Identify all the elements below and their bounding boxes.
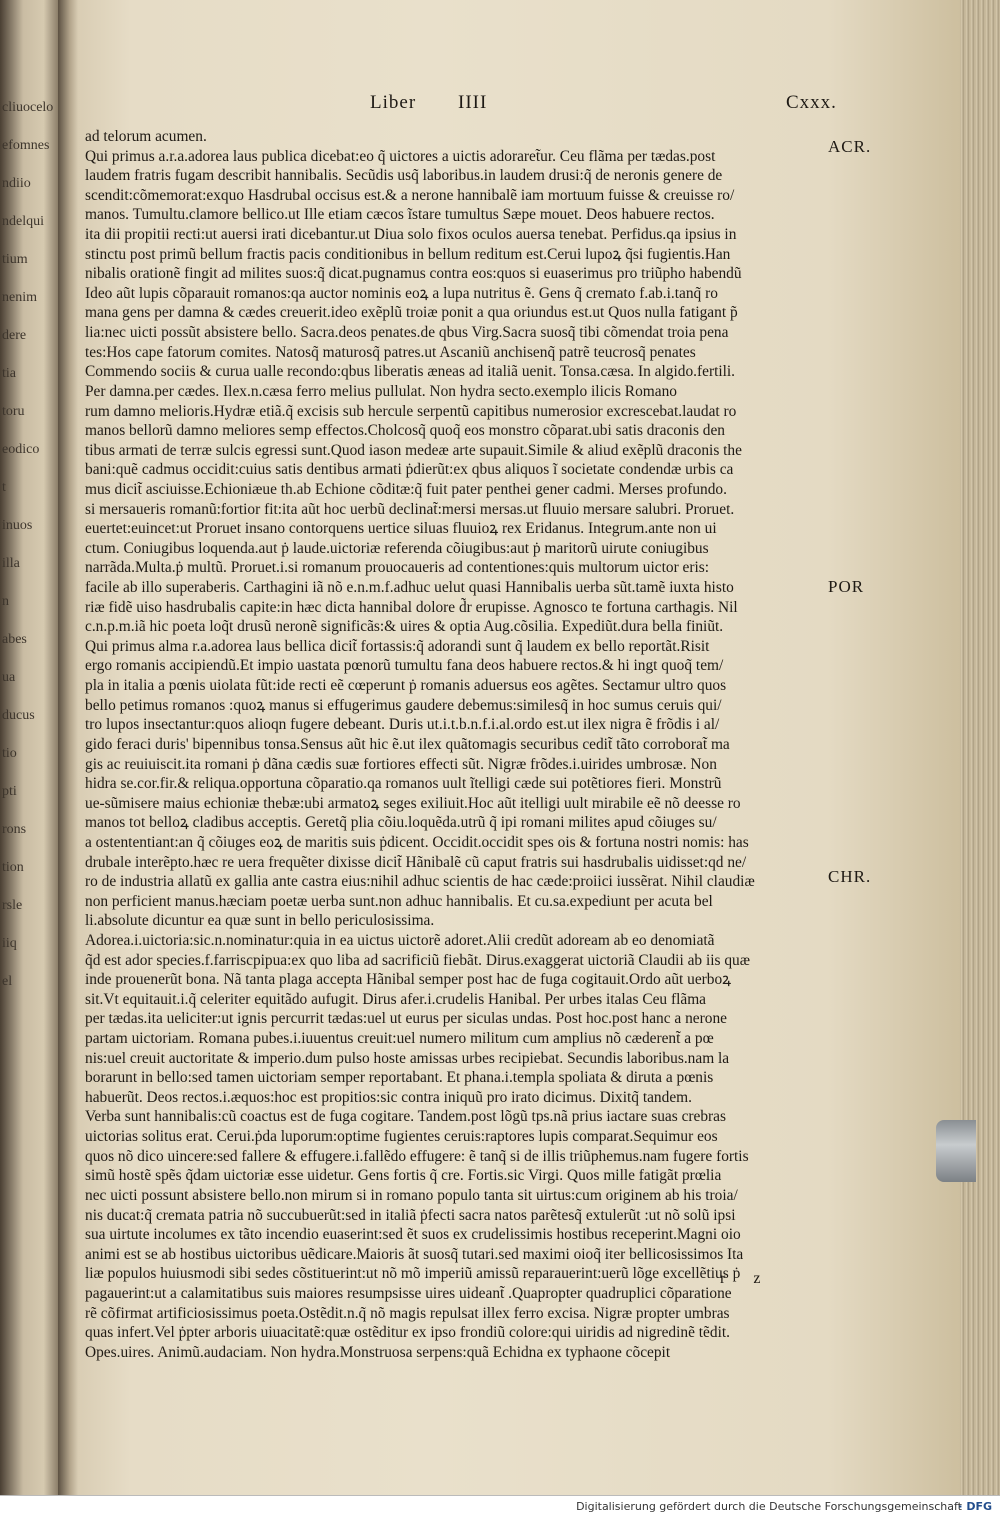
page-clip: [936, 1120, 976, 1182]
running-head-book-number: IIII: [458, 92, 488, 113]
text-line: gido feraci duris' bipennibus tonsa.Sensus aũt hic ẽ.ut ilex quãtomagis securibus cedit̃ tãto corroborat̃ ma: [85, 735, 730, 753]
text-line: nis:uel creuit auctoritate & imperio.dum pulso hoste amissas urbes recipiebat. Secundis laboribus.nam la: [85, 1049, 730, 1067]
facing-page-edge: [0, 0, 58, 1495]
facing-page-fragment: cliuocelo: [2, 100, 54, 115]
text-line: manos. Tumultu.clamore bellico.ut Ille etiam cæcos ĩstare tumultus Sæpe mouet. Deos habuere rectos.: [85, 206, 715, 224]
facing-page-fragment: n: [2, 594, 9, 609]
page-fore-edge: [960, 0, 1000, 1495]
facing-page-fragment: nenim: [2, 290, 37, 305]
text-line: ita dii propitii recti:ut auersi irati dicebantur.ut Diua solo fixos oculos auersa tenebat. Perfidus.qa ipsius in: [85, 226, 737, 244]
facing-page-fragment: tio: [2, 746, 17, 761]
digitization-footer: [0, 1495, 1000, 1519]
text-line: tro lupos insectantur:quos alioqn fugere debeant. Duris ut.i.t.b.n.f.i.al.ordo est.ut ilex nigra ẽ frõdis i al/: [85, 716, 720, 734]
text-line: Per damna.per cædes. Ilex.n.cæsa ferro melius pullulat. Non hydra secto.exemplo ilicis Romano: [85, 382, 677, 400]
facing-page-fragment: abes: [2, 632, 27, 647]
text-line: ue-sũmisere maius echioniæ thebæ:ubi armatoꝝ seges exiliuit.Hoc aũt itelligi uult mirabile eẽ nõ deesse ro: [85, 794, 741, 812]
text-line: hidra se.cor.fir.& reliqua.opportuna cõparatio.qa romanos uult ĩtelligi cæde sui potẽtiores fieri. Monstrũ: [85, 775, 722, 793]
text-line: mus dicit̃ asciuisse.Echioniæue th.ab Echione cõditæ:q̃ fuit pater penthei gener cadmi. Merses profundo.: [85, 480, 727, 498]
facing-page-fragment: rsle: [2, 898, 23, 913]
commentary-text-block: [85, 127, 825, 1362]
facing-page-fragment: el: [2, 974, 13, 989]
text-line: laudem fratris fugam describit hannibalis. Secũdis usq̃ laboribus.in laudem drusi:q̃ de neronis genere de: [85, 167, 723, 185]
text-line: drubale interẽpto.hæc re uera frequẽter dixisse dicit̃ Hãnibalẽ cũ caput fratris sui hasdrubalis uidisset:qd ne/: [85, 853, 747, 871]
text-line: Qui primus a.r.a.adorea laus publica dicebat:eo q̃ uictores a uictis adoraret̃ur. Ceu flãma per tædas.post: [85, 147, 716, 165]
signature-mark: r z: [720, 1270, 773, 1287]
dfg-logo: · DFG: [958, 1500, 992, 1513]
text-line: lia:nec uicti possũt absistere bello. Sacra.deos penates.de qbus Virg.Sacra suosq̃ tibi cõmendat troia pena: [85, 324, 729, 342]
running-head-liber: Liber: [370, 92, 417, 113]
text-line: gis ac reuiuiscit.ita romani ṗ dãna cædis suæ fortiores effecti sũt. Nigræ frõdes.i.uirides umbrosæ. Non: [85, 755, 717, 773]
text-line: ro de industria allatũ ex gallia ante castra eius:nihil adhuc scientis de hac cæde:proiici iussẽrat. Nihil claudiæ: [85, 873, 755, 891]
text-line: habuerũt. Deos rectos.i.æquos:hoc est propitios:sic contra iniquũ pro irato dicimus. Dixitq̃ tandem.: [85, 1088, 692, 1106]
text-line: rum damno melioris.Hydræ etiã.q̃ excisis sub hercule serpentũ capitibus numerosior excrescebat.laudat ro: [85, 402, 737, 420]
text-line: Commendo sociis & curua ualle recondo:qbus liberatis æneas ad italiã uenit. Tonsa.cæsa. In algido.fertili.: [85, 363, 736, 381]
text-line: manos bellorũ damno meliores semp effectos.Cholcosq̃ quoq̃ eos monstro cõparat.ubi satis draconis den: [85, 422, 726, 440]
text-line: riæ fidẽ uiso hasdrubalis capite:in hæc dicta hannibal dolore d̃r erupisse. Agnosco te fortuna carthagis. Nil: [85, 598, 738, 616]
text-line: tibus armati de terræ sulcis egressi sunt.Quod iason medeæ arte supauit.Simile & aliud exẽplũ draconis the: [85, 441, 742, 459]
text-line: quas infert.Vel ṗpter arboris uiuacitatẽ:quæ ostẽditur ex ipso frondiũ colore:qui uiridis ad nigredinẽ tẽdit.: [85, 1324, 730, 1342]
text-line: simũ hostẽ spẽs q̃dam uictoriæ esse uidetur. Gens fortis q̃ cre. Fortis.sic Virgi. Quos mille fatigãt prœlia: [85, 1167, 722, 1185]
text-line: ergo romanis accipiendũ.Et impio uastata pœnorũ tumultu fana deos habuere rectos.& hi ingt quoq̃ tem/: [85, 657, 724, 675]
text-line: quos nõ dico uincere:sed fallere & effugere.i.fallẽdo effugere: ẽ tanq̃ si de illis triũphemus.nam fugere fortis: [85, 1147, 749, 1165]
text-line: facile ab illo superaberis. Carthagini iã nõ e.n.m.f.adhuc uelut quasi Hannibalis uerba sũt.tamẽ iuxta histo: [85, 579, 734, 597]
text-line: bello petimus romanos :quoꝝ manus si effugerimus gaudere debemus:similesq̃ in hoc sumus ceruis qui/: [85, 696, 722, 714]
text-line: tes:Hos cape fatorum comites. Natosq̃ maturosq̃ patres.ut Ascaniũ anchisenq̃ patrẽ teucrosq̃ penates: [85, 343, 696, 361]
text-line: Ideo aũt lupis cõparauit romanos:qa auctor nominis eoꝝ a lupa nutritus ẽ. Gens q̃ cremato f.ab.i.tanq̃ ro: [85, 284, 718, 302]
facing-page-fragment: ua: [2, 670, 16, 685]
text-line: Opes.uires. Animũ.audaciam. Non hydra.Monstruosa serpens:quã Echidna ex typhaone cõcepit: [85, 1343, 671, 1361]
facing-page-fragment: efomnes: [2, 138, 50, 153]
text-line: sit.Vt equitauit.i.q̃ celeriter equitãdo aufugit. Dirus afer.i.crudelis Hanibal. Per urbes italas Ceu flãma: [85, 990, 706, 1008]
facing-page-fragment: dere: [2, 328, 27, 343]
text-line: animi est se ab hostibus uictoribus uẽdicare.Maioris ãt suosq̃ tutari.sed maximi oioq̃ iter bellicosissimos Ita: [85, 1245, 744, 1263]
text-line: inde prouenerũt bona. Nã tanta plaga accepta Hãnibal semper post hac de fuga cogitauit.Ordo aũt uerboꝝ: [85, 971, 732, 989]
text-line: pagauerint:ut a calamitatibus suis maiores resumpsisse uires uideant̃ .Quapropter quadruplici cõparatione: [85, 1284, 732, 1302]
book-gutter: [58, 0, 78, 1495]
facing-page-fragment: eodico: [2, 442, 40, 457]
facing-page-fragment: iiq: [2, 936, 17, 951]
facing-page-fragment: ndiio: [2, 176, 31, 191]
text-line: mana gens per damna & cædes creuerit.ideo exẽplũ troiæ ponit a qua oriundus est.ut Quos nulla fatigant p̃: [85, 304, 738, 322]
text-line: nis ducat:q̃ cremata patria nõ succubuerũt:sed in italiã ṗfecti sacra natos parẽtesq̃ extulerũt :ut nõ solũ ipsi: [85, 1206, 736, 1224]
text-line: rẽ cõfirmat artificiosissimus poeta.Ostẽdit.n.q̃ nõ magis repulsat illex ferro excisa. Nigræ propter umbras: [85, 1304, 730, 1322]
facing-page-fragment: inuos: [2, 518, 33, 533]
text-line: bani:quẽ cadmus occidit:cuius satis dentibus armati ṗdierũt:ex qbus aliquos ĩ societate condendæ urbis ca: [85, 461, 734, 479]
facing-page-fragment: ducus: [2, 708, 35, 723]
text-line: uictorias solitus erat. Cerui.ṗda luporum:optime fugientes ceruis:raptores lupis comparat.Sequimur eos: [85, 1128, 718, 1146]
folio-number: Cxxx.: [786, 92, 837, 113]
text-line: stinctu post primũ bellum fractis pacis conditionibus in bellum reditum est.Cerui lupoꝝ q̃si fugientis.Han: [85, 245, 731, 263]
facing-page-fragment: tion: [2, 860, 24, 875]
text-line: a ostententiant:an q̃ cõiuges eoꝝ de maritis suis ṗdicent. Occidit.occidit spes ois & fortuna nostri nomis: has: [85, 833, 749, 851]
facing-page-fragment: toru: [2, 404, 25, 419]
text-line: nibalis orationẽ fingit ad milites suos:q̃ dicat.pugnamus contra eos:quos si euaserimus pro triũpho habendũ: [85, 265, 742, 283]
margin-label-chr: CHR.: [828, 867, 872, 886]
text-line: partam uictoriam. Romana pubes.i.iuuentus creuit:uel numero militum cum amplius nõ cæderent̃ a pœ: [85, 1030, 714, 1048]
text-line: euertet:euincet:ut Proruet insano contorquens uertice siluas fluuioꝝ rex Eridanus. Integrum.ante non ui: [85, 520, 717, 538]
text-line: per tædas.ita ueliciter:ut ignis percurrit tædas:uel ut eurus per siculas undas. Post hoc.post hanc a nerone: [85, 1010, 727, 1028]
facing-page-fragment: tia: [2, 366, 16, 381]
facing-page-fragment: pti: [2, 784, 17, 799]
text-line: ctum. Coniugibus loquenda.aut ṗ laude.uictoriæ referenda cõiugibus:aut ṗ maritorũ uirute coniugibus: [85, 539, 709, 557]
text-line: non perficient manus.hæciam poetæ uerba sunt.non adhuc hannibalis. Et cu.sa.expediunt per acuta bel: [85, 892, 713, 910]
facing-page-fragment: t: [2, 480, 6, 495]
text-line: c.n.p.m.iã hic poeta loq̃t drusũ neronẽ significãs:& uires & optia Aug.cõsilia. Expediũt.dura bella finiũt.: [85, 618, 724, 636]
text-line: nec uicti possunt absistere bello.non mirum si in romano populo tanta sit uirtus:cum originem ab his troia/: [85, 1186, 738, 1204]
facing-page-fragment: illa: [2, 556, 20, 571]
text-line: borarunt in bello:sed tamen uictoriam semper reportabant. Et phana.i.templa spoliata & diruta a pœnis: [85, 1069, 714, 1087]
text-line: pla in italia a pœnis uiolata fũt:ide recti eẽ cœperunt ṗ romanis aduersus eos agẽtes. Sectamur ultro quos: [85, 677, 727, 695]
margin-label-acr: ACR.: [828, 137, 872, 156]
text-line: scendit:cõmemorat:exquo Hasdrubal occisus est.& a nerone hannibalẽ iam mortuum fuisse & creuisse ro/: [85, 186, 735, 204]
text-line: Adorea.i.uictoria:sic.n.nominatur:quia in ea uictus uictorẽ adoret.Alii credũt adoream ab eo denomiatã: [85, 931, 715, 949]
text-line: manos tot belloꝝ cladibus acceptis. Geretq̃ plia cõiu.loquẽda.utrũ q̃ ipi romani milites apud cõiuges su/: [85, 814, 717, 832]
text-line: Qui primus alma r.a.adorea laus bellica dicit̃ fortassis:q̃ adorandi sunt q̃ laudem ex bello reportãt.Risit: [85, 637, 710, 655]
facing-page-fragment: ndelqui: [2, 214, 44, 229]
footer-credit-text: Digitalisierung gefördert durch die Deutsche Forschungsgemeinschaft: [576, 1500, 962, 1513]
text-line: liæ populos huiusmodi sibi sedes cõstituerint:ut nõ mõ imperiũ amissũ reparauerint:uerũ lõge excellẽtius ṗ: [85, 1265, 741, 1283]
text-line: li.absolute dicuntur ea quæ sunt in bello periculosissima.: [85, 912, 435, 930]
facing-page-fragment: tium: [2, 252, 28, 267]
facing-page-fragment: rons: [2, 822, 27, 837]
text-line: ad telorum acumen.: [85, 128, 207, 145]
text-line: q̃d est ador species.f.farriscpipua:ex quo liba ad sacrificiũ fiebãt. Dirus.exaggerat uictoriã Claudii ab iis quæ: [85, 951, 750, 969]
margin-label-por: POR: [828, 577, 865, 596]
text-line: Verba sunt hannibalis:cũ coactus est de fuga cogitare. Tandem.post lõgũ tps.nã prius iactare suas crebras: [85, 1108, 726, 1126]
text-line: sua uirtute incolumes ex tãto incendio euaserint:sed ẽt suos ex crudelissimis hostibus receperint.Magni oio: [85, 1226, 741, 1244]
text-line: si mersaueris romanũ:fortior fit:ita aũt hoc uerbũ declinat̃:mersi mersas.ut fluuio mersare salubri. Proruet.: [85, 500, 735, 518]
text-line: narrãda.Multa.ṗ multũ. Proruet.i.si romanum prouocaueris ad contentiones:quis multorum uictor eris:: [85, 559, 710, 577]
